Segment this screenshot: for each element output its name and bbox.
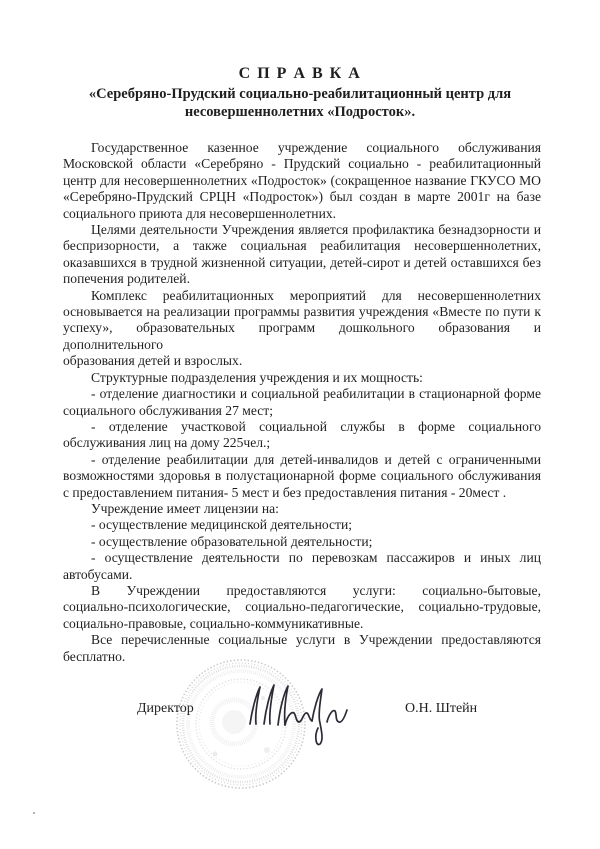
text-line: Московской области «Серебряно - Прудский социально - реабилитационный: [63, 156, 541, 172]
text-line: - осуществление деятельности по перевозкам пассажиров и иных лиц: [91, 550, 541, 566]
text-line: основывается на реализации программы развития учреждения «Вместе по пути к: [63, 304, 541, 320]
text-line: Структурные подразделения учреждения и их мощность:: [91, 369, 423, 385]
handwritten-signature-icon: [243, 683, 353, 751]
text-line: бесплатно.: [63, 648, 126, 664]
text-line: Целями деятельности Учреждения является профилактика безнадзорности и: [91, 222, 541, 238]
text-line: Все перечисленные социальные услуги в Учреждении предоставляются: [91, 632, 541, 648]
text-line: Учреждение имеет лицензии на:: [91, 500, 279, 516]
text-line: с предоставлением питания- 5 мест и без предоставления питания - 20мест .: [63, 484, 507, 500]
paragraph: [63, 140, 541, 222]
subtitle-line: несовершеннолетних «Подросток».: [184, 103, 416, 120]
text-line: социального приюта для несовершеннолетних.: [63, 205, 337, 221]
text-line: - осуществление медицинской деятельности;: [91, 517, 353, 533]
paragraph: [63, 517, 541, 533]
paragraph: [63, 501, 541, 517]
text-line: - осуществление образовательной деятельности;: [91, 533, 373, 549]
text-line: беспризорности, а также социальная реабилитация несовершеннолетних,: [63, 238, 541, 254]
paragraph: [63, 534, 541, 550]
text-line: успеху», образовательных программ дошкольного образования и дополнительного: [63, 320, 541, 352]
scan-speck: [33, 812, 35, 814]
text-line: социального обслуживания 27 мест;: [63, 402, 274, 418]
text-line: попечения родителей.: [63, 271, 190, 287]
paragraph: [63, 550, 541, 583]
document-subtitle: [0, 86, 600, 121]
text-line: образования детей и взрослых.: [63, 353, 243, 369]
director-label: Директор: [137, 701, 194, 716]
paragraph: [63, 583, 541, 632]
text-line: центр для несовершеннолетних «Подросток» (сокращенное название ГКУСО МО: [63, 172, 541, 188]
paragraph: [63, 419, 541, 452]
text-line: «Серебряно-Прудский СРЦН «Подросток») был создан в марте 2001г на базе: [63, 189, 541, 205]
paragraph: [63, 452, 541, 501]
text-line: В Учреждении предоставляются услуги: социально-бытовые,: [91, 582, 541, 598]
text-line: автобусами.: [63, 566, 133, 582]
document-body: [63, 140, 541, 665]
signer-name: О.Н. Штейн: [405, 701, 478, 716]
paragraph: [63, 386, 541, 419]
text-line: социально-правовые, социально-коммуникативные.: [63, 615, 364, 631]
subtitle-line: «Серебряно-Прудский социально-реабилитационный центр для: [88, 86, 512, 102]
text-line: социально-психологические, социально-педагогические, социально-трудовые,: [63, 599, 541, 615]
text-line: возможностями здоровья в полустационарной форме социального обслуживания: [63, 468, 541, 484]
text-line: - отделение диагностики и социальной реабилитации в стационарной форме: [91, 386, 541, 402]
text-line: Государственное казенное учреждение социального обслуживания: [91, 140, 541, 155]
paragraph: [63, 222, 541, 288]
text-line: - отделение участковой социальной службы в форме социального: [91, 418, 541, 434]
text-line: Комплекс реабилитационных мероприятий для несовершеннолетних: [91, 287, 541, 303]
paragraph: [63, 370, 541, 386]
text-line: - отделение реабилитации для детей-инвалидов и детей с ограниченными: [91, 451, 541, 467]
text-line: обслуживания лиц на дому 225чел.;: [63, 435, 271, 451]
text-line: оказавшихся в трудной жизненной ситуации, детей-сирот и детей оставшихся без: [63, 254, 541, 270]
signature-block: [0, 655, 600, 845]
document-title: С П Р А В К А: [238, 65, 362, 82]
paragraph: [63, 288, 541, 370]
